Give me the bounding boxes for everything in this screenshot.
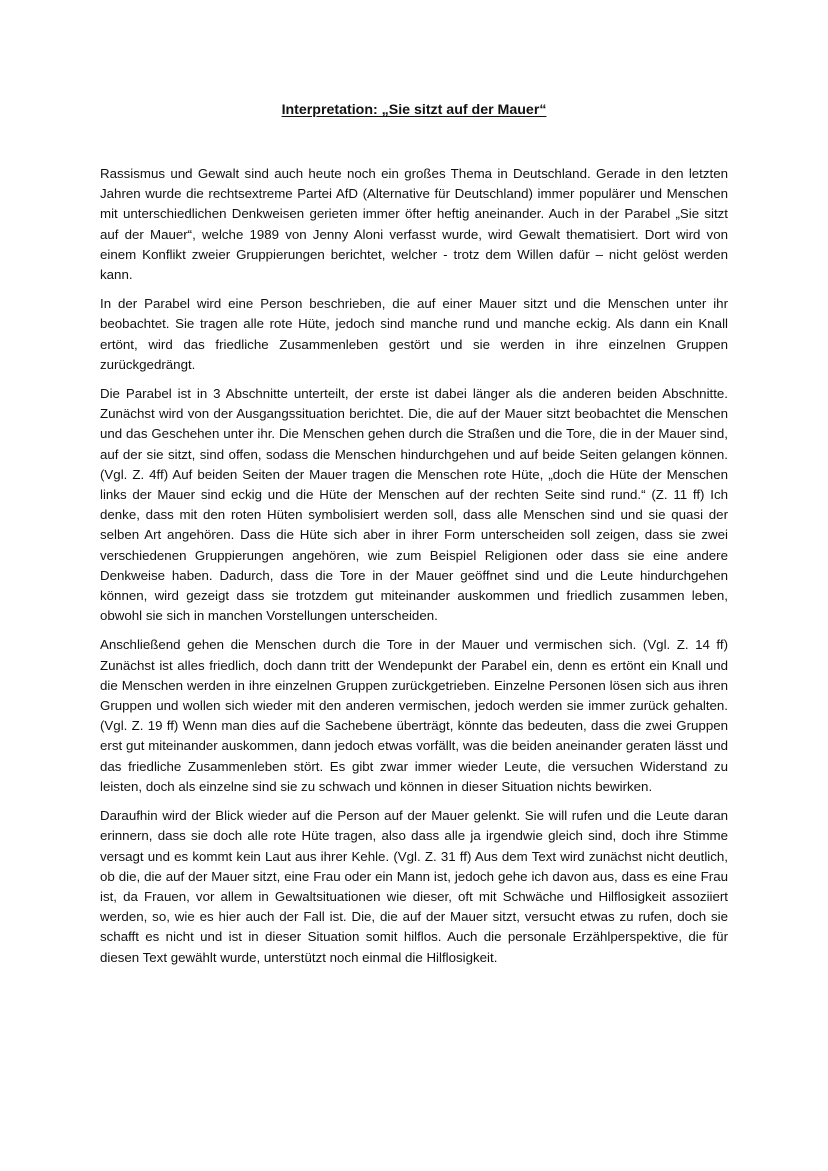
paragraph-perspective: Daraufhin wird der Blick wieder auf die Person auf der Mauer gelenkt. Sie will rufen und die Leute daran erinnern, dass sie doch alle rote Hüte tragen, also dass alle ja irgendwie gleich sind, doch ihre Stimme versagt und es kommt kein Laut aus ihrer Kehle. (Vgl. Z. 31 ff) Aus dem Text wird zunächst nicht deutlich, ob die, die auf der Mauer sitzt, eine Frau oder ein Mann ist, jedoch gehe ich davon aus, dass es eine Frau ist, da Frauen, vor allem in Gewaltsituationen wie dieser, oft mit Schwäche und Hilflosigkeit assoziiert werden, so, wie es hier auch der Fall ist. Die, die auf der Mauer sitzt, versucht etwas zu rufen, doch sie schafft es nicht und ist in dieser Situation somit hilflos. Auch die personale Erzählperspektive, die für diesen Text gewählt wurde, unterstützt noch einmal die Hilflosigkeit.	[100, 808, 728, 965]
paragraph-structure-analysis: Die Parabel ist in 3 Abschnitte unterteilt, der erste ist dabei länger als die anderen beiden Abschnitte. Zunächst wird von der Ausgangssituation berichtet. Die, die auf der Mauer sitzt beobachtet die Menschen und das Geschehen unter ihr. Die Menschen gehen durch die Straßen und die Tore, die in der Mauer sind, auf der sie sitzt, sind offen, sodass die Menschen hindurchgehen und auf beide Seiten gelangen können. (Vgl. Z. 4ff) Auf beiden Seiten der Mauer tragen die Menschen rote Hüte, „doch die Hüte der Menschen links der Mauer sind eckig und die Hüte der Menschen auf der rechten Seite sind rund.“ (Z. 11 ff) Ich denke, dass mit den roten Hüten symbolisiert werden soll, dass alle Menschen sind und sie quasi der selben Art angehören. Dass die Hüte sich aber in ihrer Form unterscheiden soll zeigen, dass sie zwei verschiedenen Gruppierungen angehören, wie zum Beispiel Religionen oder dass sie eine andere Denkweise haben. Dadurch, dass die Tore in der Mauer geöffnet sind und die Leute hindurchgehen können, wird gezeigt dass sie trotzdem gut miteinander auskommen und friedlich zusammen leben, obwohl sie sich in manchen Vorstellungen unterscheiden.	[100, 386, 728, 624]
document-title: Interpretation: „Sie sitzt auf der Mauer“	[281, 102, 547, 118]
paragraph-introduction: Rassismus und Gewalt sind auch heute noch ein großes Thema in Deutschland. Gerade in den letzten Jahren wurde die rechtsextreme Partei AfD (Alternative für Deutschland) immer populärer und Menschen mit unterschiedlichen Denkweisen gerieten immer öfter heftig aneinander. Auch in der Parabel „Sie sitzt auf der Mauer“, welche 1989 von Jenny Aloni verfasst wurde, wird Gewalt thematisiert. Dort wird von einem Konflikt zweier Gruppierungen berichtet, welcher - trotz dem Willen dafür – nicht gelöst werden kann.	[100, 166, 728, 283]
paragraph-turning-point: Anschließend gehen die Menschen durch die Tore in der Mauer und vermischen sich. (Vgl. Z. 14 ff) Zunächst ist alles friedlich, doch dann tritt der Wendepunkt der Parabel ein, denn es ertönt ein Knall und die Menschen werden in ihre einzelnen Gruppen zurückgetrieben. Einzelne Personen lösen sich aus ihren Gruppen und wollen sich wieder mit den anderen vermischen, jedoch werden sie immer zurück gehalten. (Vgl. Z. 19 ff) Wenn man dies auf die Sachebene überträgt, könnte das bedeuten, dass die zwei Gruppen erst gut miteinander auskommen, dann jedoch etwas vorfällt, was die beiden aneinander geraten lässt und das friedliche Zusammenleben stört. Es gibt zwar immer wieder Leute, die versuchen Widerstand zu leisten, doch als einzelne sind sie zu schwach und können in dieser Situation nichts bewirken.	[100, 637, 728, 794]
document-body	[100, 164, 728, 977]
paragraph-summary: In der Parabel wird eine Person beschrieben, die auf einer Mauer sitzt und die Menschen unter ihr beobachtet. Sie tragen alle rote Hüte, jedoch sind manche rund und manche eckig. Als dann ein Knall ertönt, wird das friedliche Zusammenleben gestört und sie werden in ihre einzelnen Gruppen zurückgedrängt.	[100, 296, 728, 372]
